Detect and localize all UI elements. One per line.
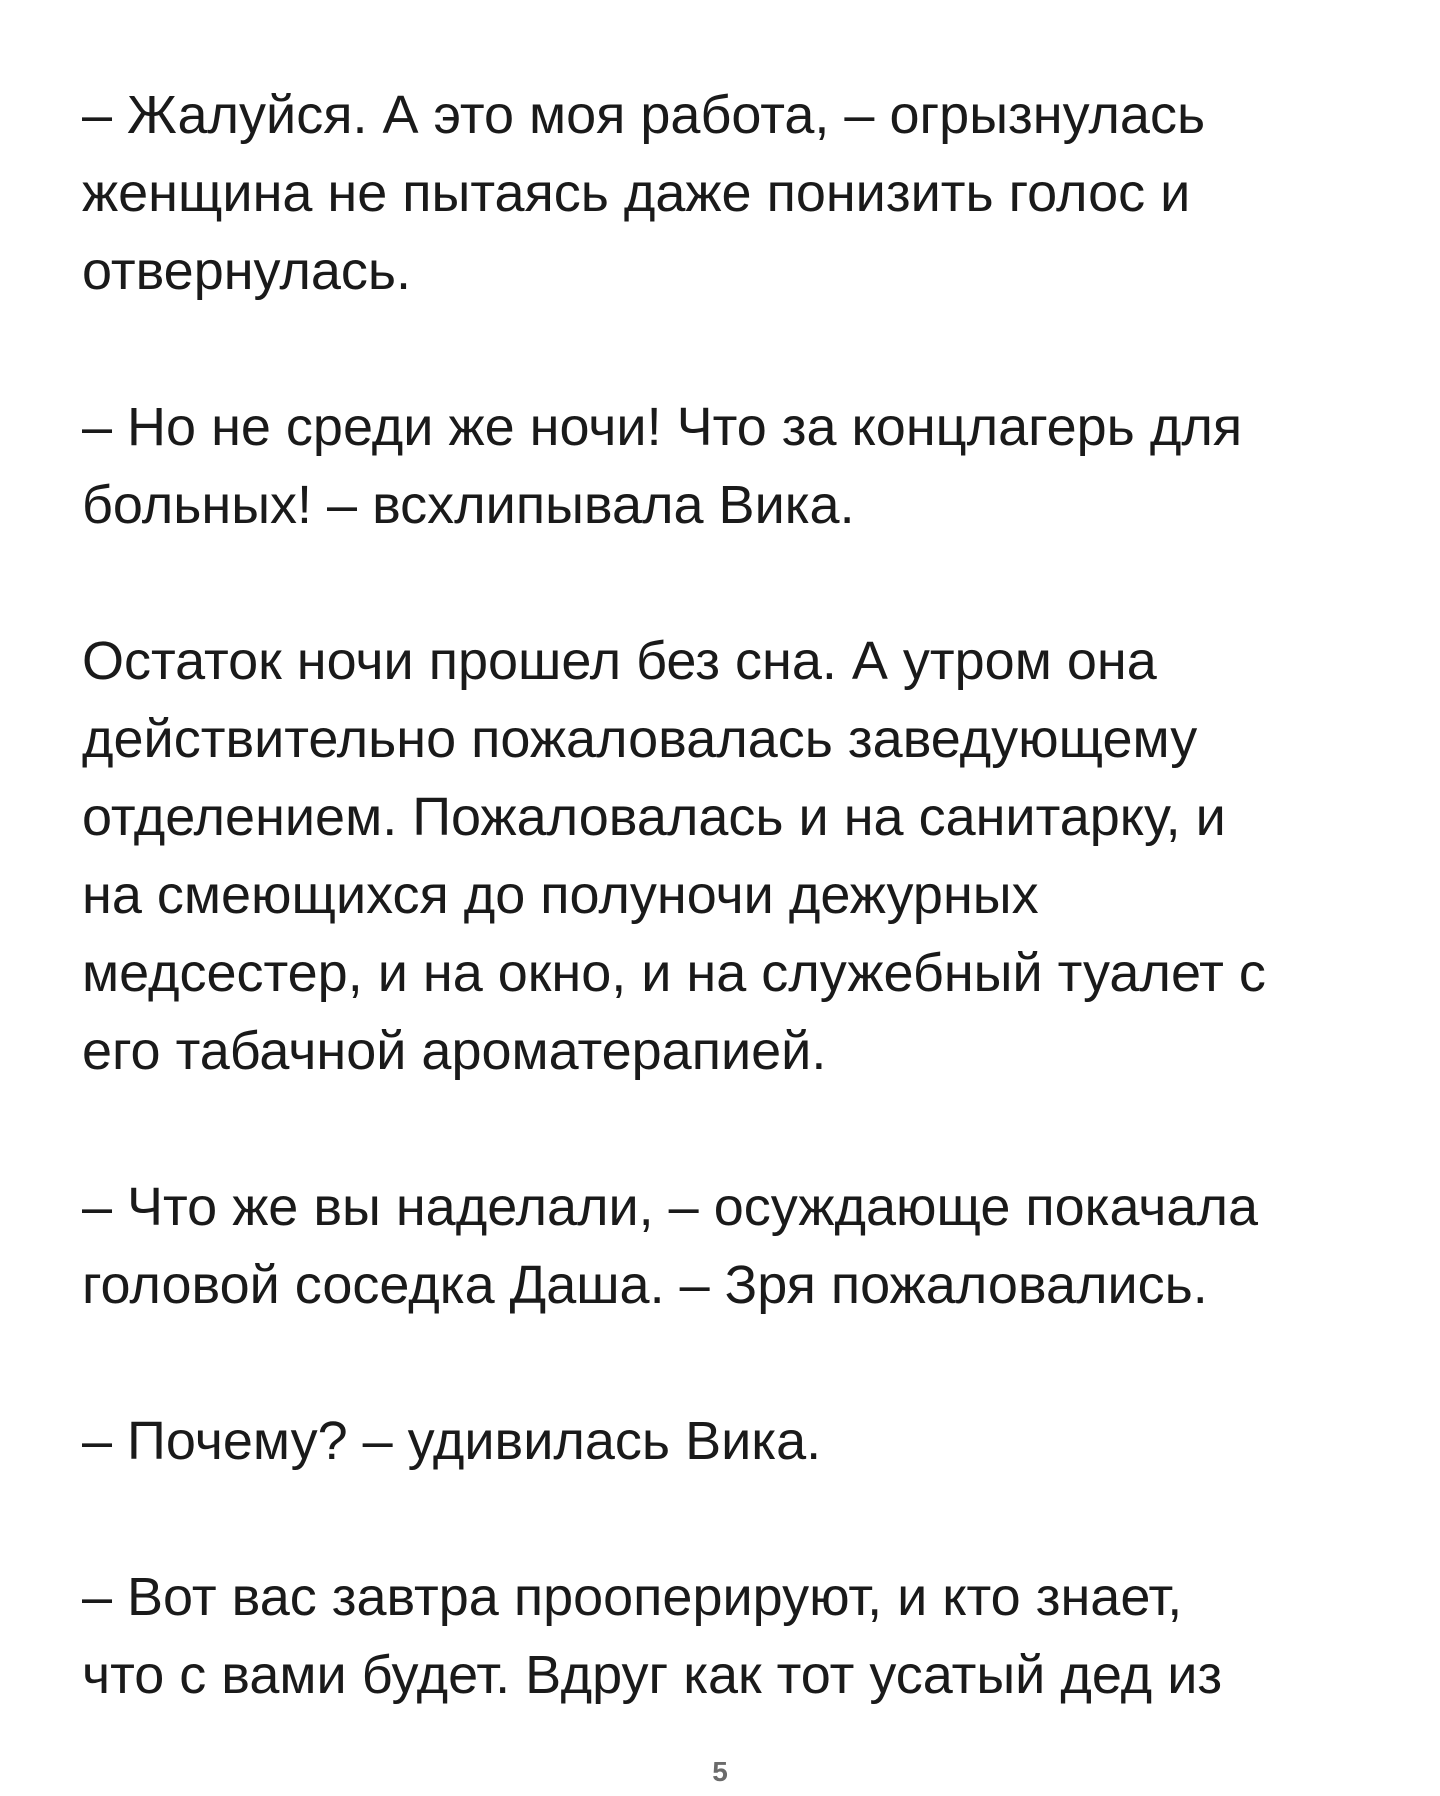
text-line: на смеющихся до полуночи дежурных [82, 865, 1039, 925]
text-line: действительно пожаловалась заведующему [82, 709, 1198, 769]
text-line: отделением. Пожаловалась и на санитарку, и [82, 787, 1226, 847]
text-line: медсестер, и на окно, и на служебный туалет с [82, 943, 1266, 1003]
paragraph [82, 76, 1382, 310]
paragraph [82, 622, 1382, 1090]
text-line: – Но не среди же ночи! Что за концлагерь для [82, 397, 1243, 457]
text-line: больных! – всхлипывала Вика. [82, 475, 855, 535]
text-line: – Что же вы наделали, – осуждающе покачала [82, 1177, 1259, 1237]
paragraph [82, 1402, 1382, 1480]
text-line: что с вами будет. Вдруг как тот усатый дед из [82, 1645, 1223, 1705]
text-line: головой соседка Даша. – Зря пожаловались. [82, 1255, 1208, 1315]
text-line: – Жалуйся. А это моя работа, – огрызнулась [82, 85, 1206, 145]
paragraph [82, 1168, 1382, 1324]
text-line: отвернулась. [82, 241, 412, 301]
page-number: 5 [712, 1756, 728, 1787]
text-line: женщина не пытаясь даже понизить голос и [82, 163, 1191, 223]
text-line: его табачной ароматерапией. [82, 1021, 827, 1081]
text-line: Остаток ночи прошел без сна. А утром она [82, 631, 1157, 691]
paragraph [82, 388, 1382, 544]
body-text [82, 76, 1382, 1714]
paragraph [82, 1558, 1382, 1714]
text-line: – Вот вас завтра прооперируют, и кто знает, [82, 1567, 1183, 1627]
text-line: – Почему? – удивилась Вика. [82, 1411, 822, 1471]
